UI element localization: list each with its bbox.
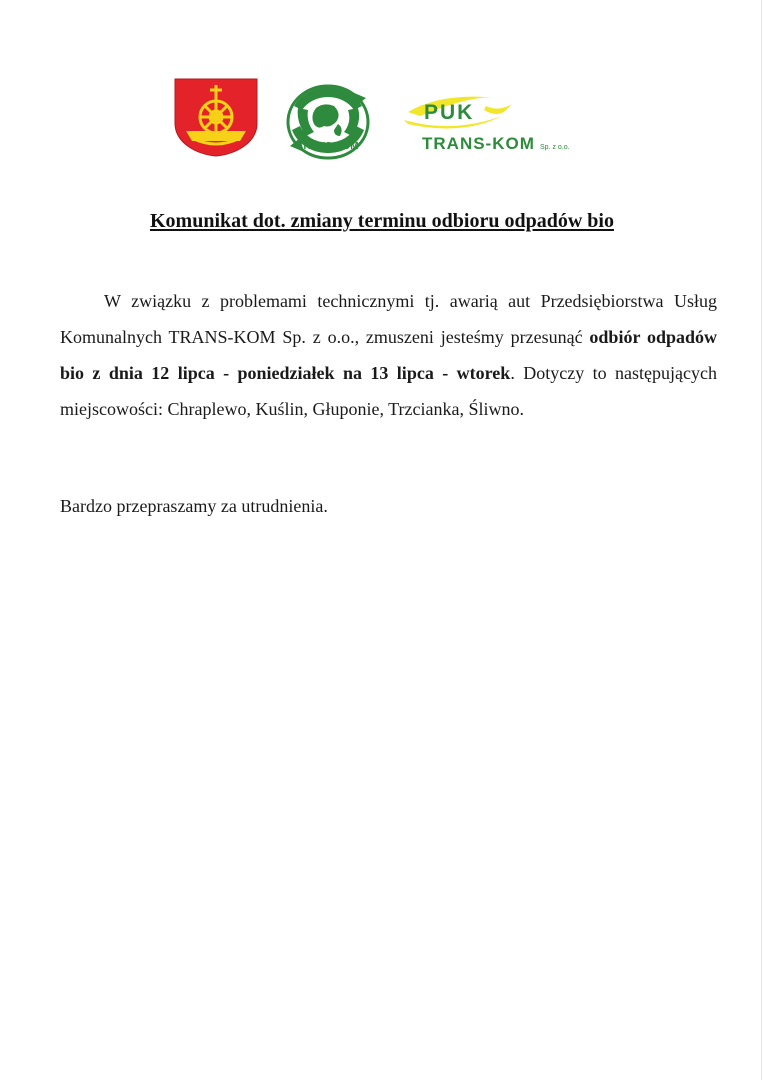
globe-logo-text: TRANS-KOM	[297, 141, 359, 152]
page-edge	[761, 0, 762, 1080]
closing-apology: Bardzo przepraszamy za utrudnienia.	[60, 496, 328, 516]
company-suffix-text: Sp. z o.o.	[540, 144, 570, 151]
announcement-body	[60, 283, 717, 427]
puk-logo-text: PUK	[424, 101, 475, 124]
coat-of-arms-logo	[172, 77, 260, 157]
trans-kom-globe-logo	[282, 80, 374, 162]
body-text-highlight: odbiór odpadów bio z dnia 12 lipca - poniedziałek na 13 lipca - wtorek	[60, 327, 717, 383]
puk-trans-kom-logo	[402, 90, 602, 164]
trans-kom-logo-text: TRANS-KOM	[422, 134, 535, 153]
announcement-title: Komunikat dot. zmiany terminu odbioru odpadów bio	[150, 210, 614, 232]
body-text-part1: W związku z problemami technicznymi tj. awarią aut Przedsiębiorstwa Usług Komunalnych TRANS-KOM Sp. z o.o., zmuszeni jesteśmy przesunąć	[60, 291, 717, 347]
body-text-part2: . Dotyczy to następujących miejscowości: Chraplewo, Kuślin, Głuponie, Trzcianka, Śliwno.	[60, 363, 718, 419]
